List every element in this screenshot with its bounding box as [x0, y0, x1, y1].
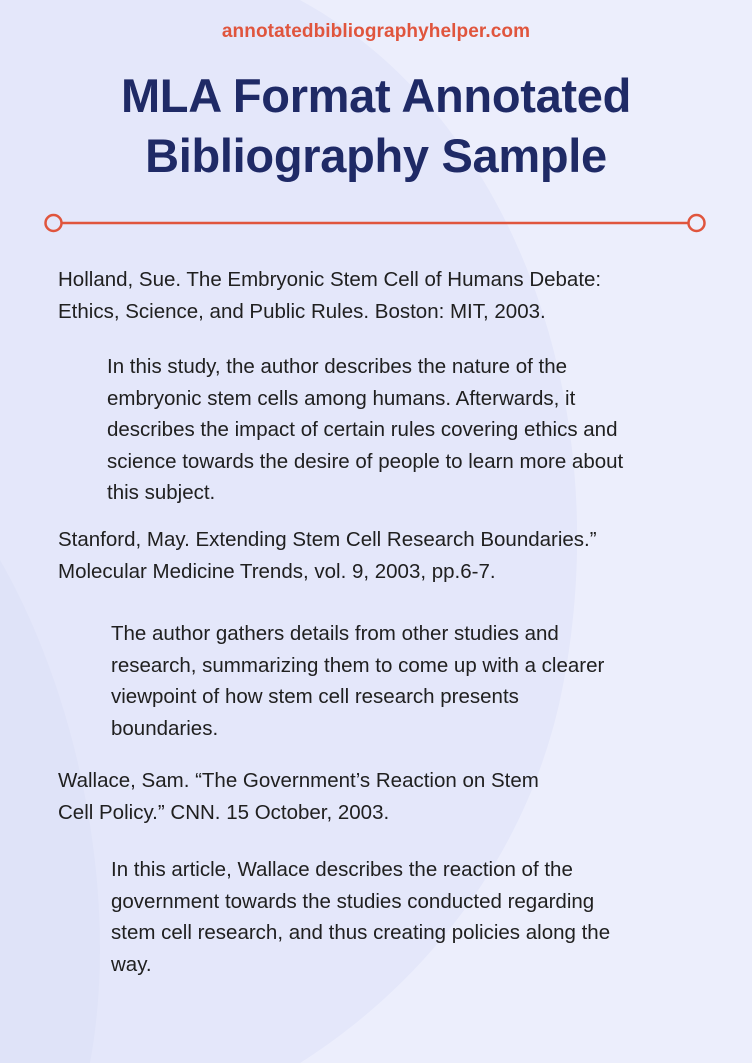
citation-line: Ethics, Science, and Public Rules. Boston: MIT, 2003. — [58, 299, 546, 323]
annotation-line: The author gathers details from other studies and — [111, 622, 559, 645]
annotation-line: government towards the studies conducted regarding — [111, 889, 595, 913]
annotation-line: In this article, Wallace describes the reaction of the — [111, 858, 573, 881]
page-title — [0, 66, 752, 186]
annotation-line: boundaries. — [111, 716, 219, 740]
annotation-line: embryonic stem cells among humans. Afterwards, it — [107, 386, 576, 410]
annotation-line: research, summarizing them to come up with a clearer — [111, 653, 605, 677]
divider-line — [44, 213, 706, 233]
annotation-line: viewpoint of how stem cell research presents — [111, 685, 519, 708]
annotation-wallace — [111, 854, 610, 980]
site-url: annotatedbibliographyhelper.com — [221, 21, 531, 42]
annotation-line: this subject. — [107, 481, 216, 504]
title-line-2: Bibliography Sample — [145, 129, 607, 182]
citation-stanford — [58, 524, 597, 587]
annotation-line: In this study, the author describes the nature of the — [107, 355, 568, 378]
annotation-line: describes the impact of certain rules covering ethics and — [107, 418, 618, 441]
citation-line: Wallace, Sam. “The Government’s Reaction on Stem — [58, 769, 539, 792]
annotation-line: way. — [111, 952, 152, 976]
citation-line: Stanford, May. Extending Stem Cell Research Boundaries.” — [58, 528, 597, 551]
annotation-holland — [107, 351, 623, 509]
citation-holland — [58, 264, 601, 327]
annotation-line: science towards the desire of people to learn more about — [107, 449, 624, 473]
citation-line: Cell Policy.” CNN. 15 October, 2003. — [58, 800, 390, 824]
citation-wallace — [58, 765, 539, 828]
annotation-line: stem cell research, and thus creating policies along the — [111, 921, 611, 944]
annotation-stanford — [111, 618, 604, 744]
citation-line: Molecular Medicine Trends, vol. 9, 2003, pp.6-7. — [58, 559, 496, 583]
title-line-1: MLA Format Annotated — [120, 69, 632, 122]
citation-line: Holland, Sue. The Embryonic Stem Cell of Humans Debate: — [58, 268, 602, 291]
